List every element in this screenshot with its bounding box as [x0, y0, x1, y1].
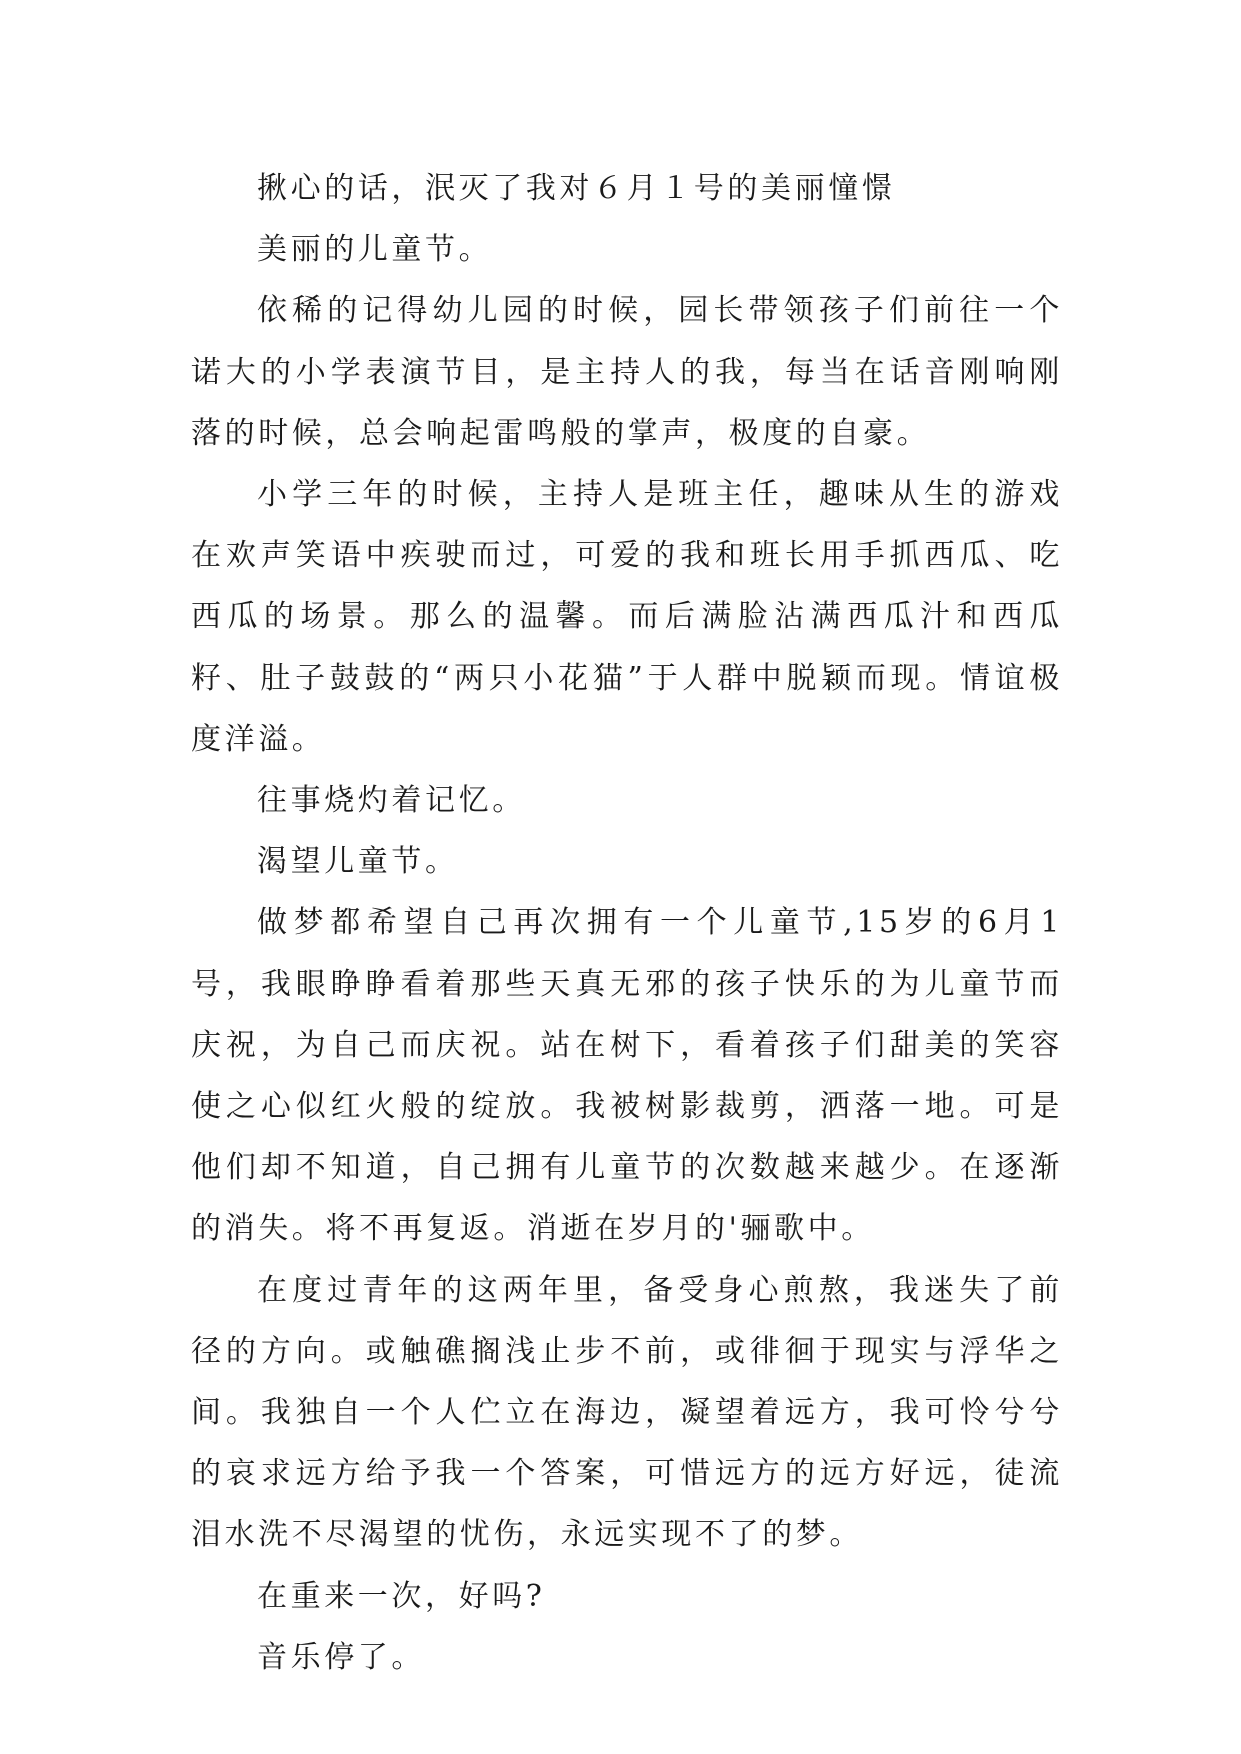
paragraph: 音乐停了。	[257, 1639, 425, 1675]
paragraph: 美丽的儿童节。	[257, 232, 493, 268]
paragraph: 在重来一次，好吗?	[257, 1578, 546, 1614]
paragraph: 依稀的记得幼儿园的时候，园长带领孩子们前往一个诺大的小学表演节目，是主持人的我，每当在话音刚响刚落的时候，总会响起雷鸣般的掌声，极度的自豪。	[191, 293, 1063, 451]
paragraph: 做梦都希望自己再次拥有一个儿童节,15岁的6月1号，我眼睁睁看着那些天真无邪的孩子快乐的为儿童节而庆祝，为自己而庆祝。站在树下，看着孩子们甜美的笑容使之心似红火般的绽放。我被树影裁剪，洒落一地。可是他们却不知道，自己拥有儿童节的次数越来越少。在逐渐的消失。将不再复返。消逝在岁月的'骊歌中。	[191, 905, 1063, 1247]
paragraph: 往事烧灼着记忆。	[257, 783, 526, 819]
essay-body	[191, 158, 1063, 1688]
paragraph: 在度过青年的这两年里，备受身心煎熬，我迷失了前径的方向。或触礁搁浅止步不前，或徘徊于现实与浮华之间。我独自一个人伫立在海边，凝望着远方，我可怜兮兮的哀求远方给予我一个答案，可惜远方的远方好远，徒流泪水洗不尽渴望的忧伤，永远实现不了的梦。	[191, 1272, 1063, 1553]
paragraph: 小学三年的时候，主持人是班主任，趣味从生的游戏在欢声笑语中疾驶而过，可爱的我和班长用手抓西瓜、吃西瓜的场景。那么的温馨。而后满脸沾满西瓜汁和西瓜籽、肚子鼓鼓的“两只小花猫”于人群中脱颖而现。情谊极度洋溢。	[191, 477, 1063, 757]
paragraph: 揪心的话，泯灭了我对６月１号的美丽憧憬	[257, 171, 896, 206]
paragraph: 渴望儿童节。	[257, 844, 459, 880]
